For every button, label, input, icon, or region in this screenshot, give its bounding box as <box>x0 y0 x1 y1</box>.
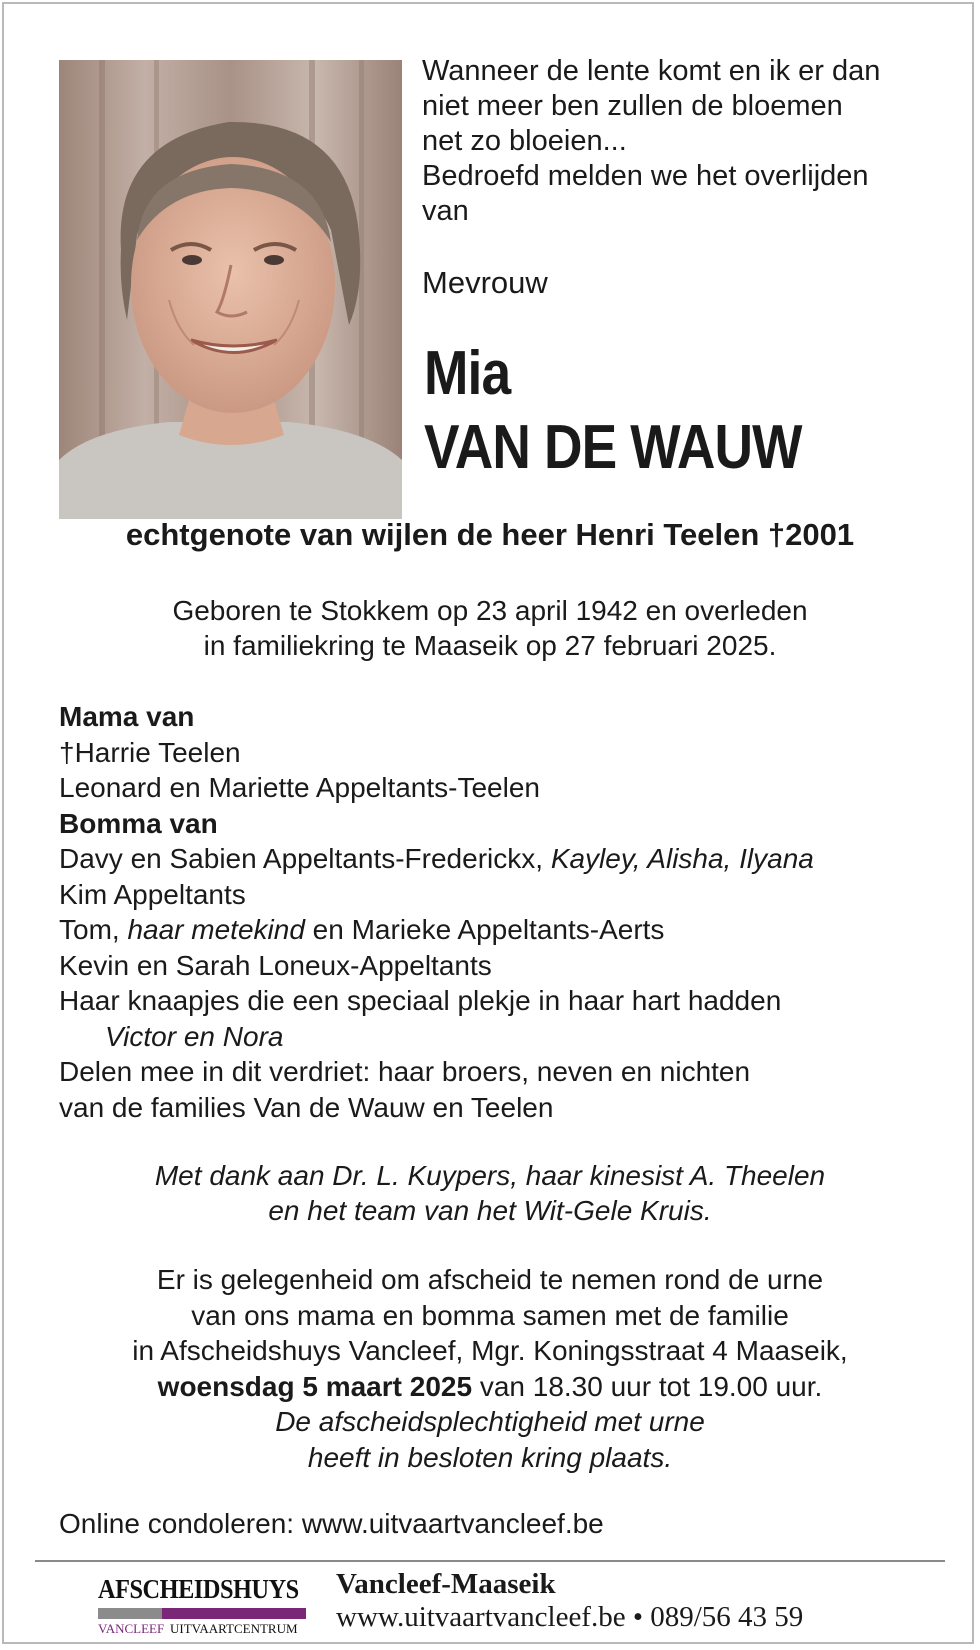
visitation-date: woensdag 5 maart 2025 <box>157 1370 473 1402</box>
intro-line: Wanneer de lente komt en ik er dan <box>422 55 881 87</box>
intro-text <box>422 54 942 229</box>
grandchild-item <box>59 841 814 877</box>
company-name: Vancleef-Maaseik <box>336 1568 556 1600</box>
intro-line: net zo bloeien... <box>422 125 627 157</box>
share-line: Delen mee in dit verdriet: haar broers, neven en nichten <box>59 1056 751 1087</box>
birth-line: Geboren te Stokkem op 23 april 1942 en overleden <box>172 595 808 626</box>
logo-wordmark: AFSCHEIDSHUYS <box>98 1574 299 1604</box>
mama-heading: Mama van <box>59 701 195 732</box>
visitation-line: Er is gelegenheid om afscheid te nemen rond de urne <box>156 1264 824 1295</box>
share-line: van de families Van de Wauw en Teelen <box>59 1091 554 1123</box>
visitation-time: van 18.30 uur tot 19.00 uur. <box>472 1370 823 1402</box>
portrait-photo <box>59 60 402 519</box>
logo-subtitle <box>98 1621 306 1637</box>
thanks-line: Met dank aan Dr. L. Kuypers, haar kinesist A. Theelen <box>154 1160 826 1191</box>
deceased-first-name: Mia <box>424 339 511 408</box>
ceremony-note: De afscheidsplechtigheid met urne <box>275 1406 705 1437</box>
grandchild-item <box>59 912 814 948</box>
bomma-heading: Bomma van <box>59 807 218 839</box>
visitation-line: van ons mama en bomma samen met de familie <box>191 1299 789 1331</box>
ceremony-note: heeft in besloten kring plaats. <box>307 1441 673 1473</box>
portrait-illustration <box>59 60 402 519</box>
logo-color-bar <box>98 1608 306 1619</box>
great-grandchildren-names: Kayley, Alisha, Ilyana <box>550 843 814 874</box>
child-item: †Harrie Teelen <box>59 736 241 768</box>
special-names: Victor en Nora <box>105 1020 284 1052</box>
child-item: Leonard en Mariette Appeltants-Teelen <box>59 772 540 803</box>
family-list <box>59 699 814 1125</box>
company-contact[interactable]: www.uitvaartvancleef.be • 089/56 43 59 <box>336 1601 804 1633</box>
visitation-datetime <box>0 1369 980 1405</box>
intro-line: van <box>422 195 469 227</box>
thanks-text <box>0 1158 980 1228</box>
visitation-address: in Afscheidshuys Vancleef, Mgr. Koningsstraat 4 Maaseik, <box>132 1335 848 1366</box>
grandchild-item: Kevin en Sarah Loneux-Appeltants <box>59 949 492 981</box>
footer-divider <box>35 1560 945 1562</box>
grandchild-note: haar metekind <box>127 914 305 945</box>
grandchild-item: Kim Appeltants <box>59 878 246 910</box>
death-line: in familiekring te Maaseik op 27 februari 2025. <box>203 630 777 661</box>
online-condolence[interactable]: Online condoleren: www.uitvaartvancleef.be <box>59 1508 604 1539</box>
grandchild-name: Tom, <box>59 914 128 945</box>
logo-subtitle-right: UITVAARTCENTRUM <box>170 1621 298 1636</box>
spouse-line: echtgenote van wijlen de heer Henri Teelen †2001 <box>125 517 855 552</box>
grandchild-name: Davy en Sabien Appeltants-Frederickx, <box>59 843 551 874</box>
logo-bar-grey <box>98 1608 162 1619</box>
birth-death-info <box>0 593 980 663</box>
logo-bar-purple <box>162 1608 306 1619</box>
special-line: Haar knaapjes die een speciaal plekje in haar hart hadden <box>59 985 782 1016</box>
afscheidshuys-logo <box>98 1574 306 1636</box>
deceased-last-name: VAN DE WAUW <box>424 413 802 482</box>
visitation-info <box>0 1262 980 1475</box>
thanks-line: en het team van het Wit-Gele Kruis. <box>268 1195 712 1226</box>
honorific-title: Mevrouw <box>422 265 548 300</box>
logo-subtitle-left: VANCLEEF <box>98 1621 165 1636</box>
intro-line: Bedroefd melden we het overlijden <box>422 160 869 192</box>
intro-line: niet meer ben zullen de bloemen <box>422 90 843 122</box>
grandchild-partner: en Marieke Appeltants-Aerts <box>304 914 665 945</box>
